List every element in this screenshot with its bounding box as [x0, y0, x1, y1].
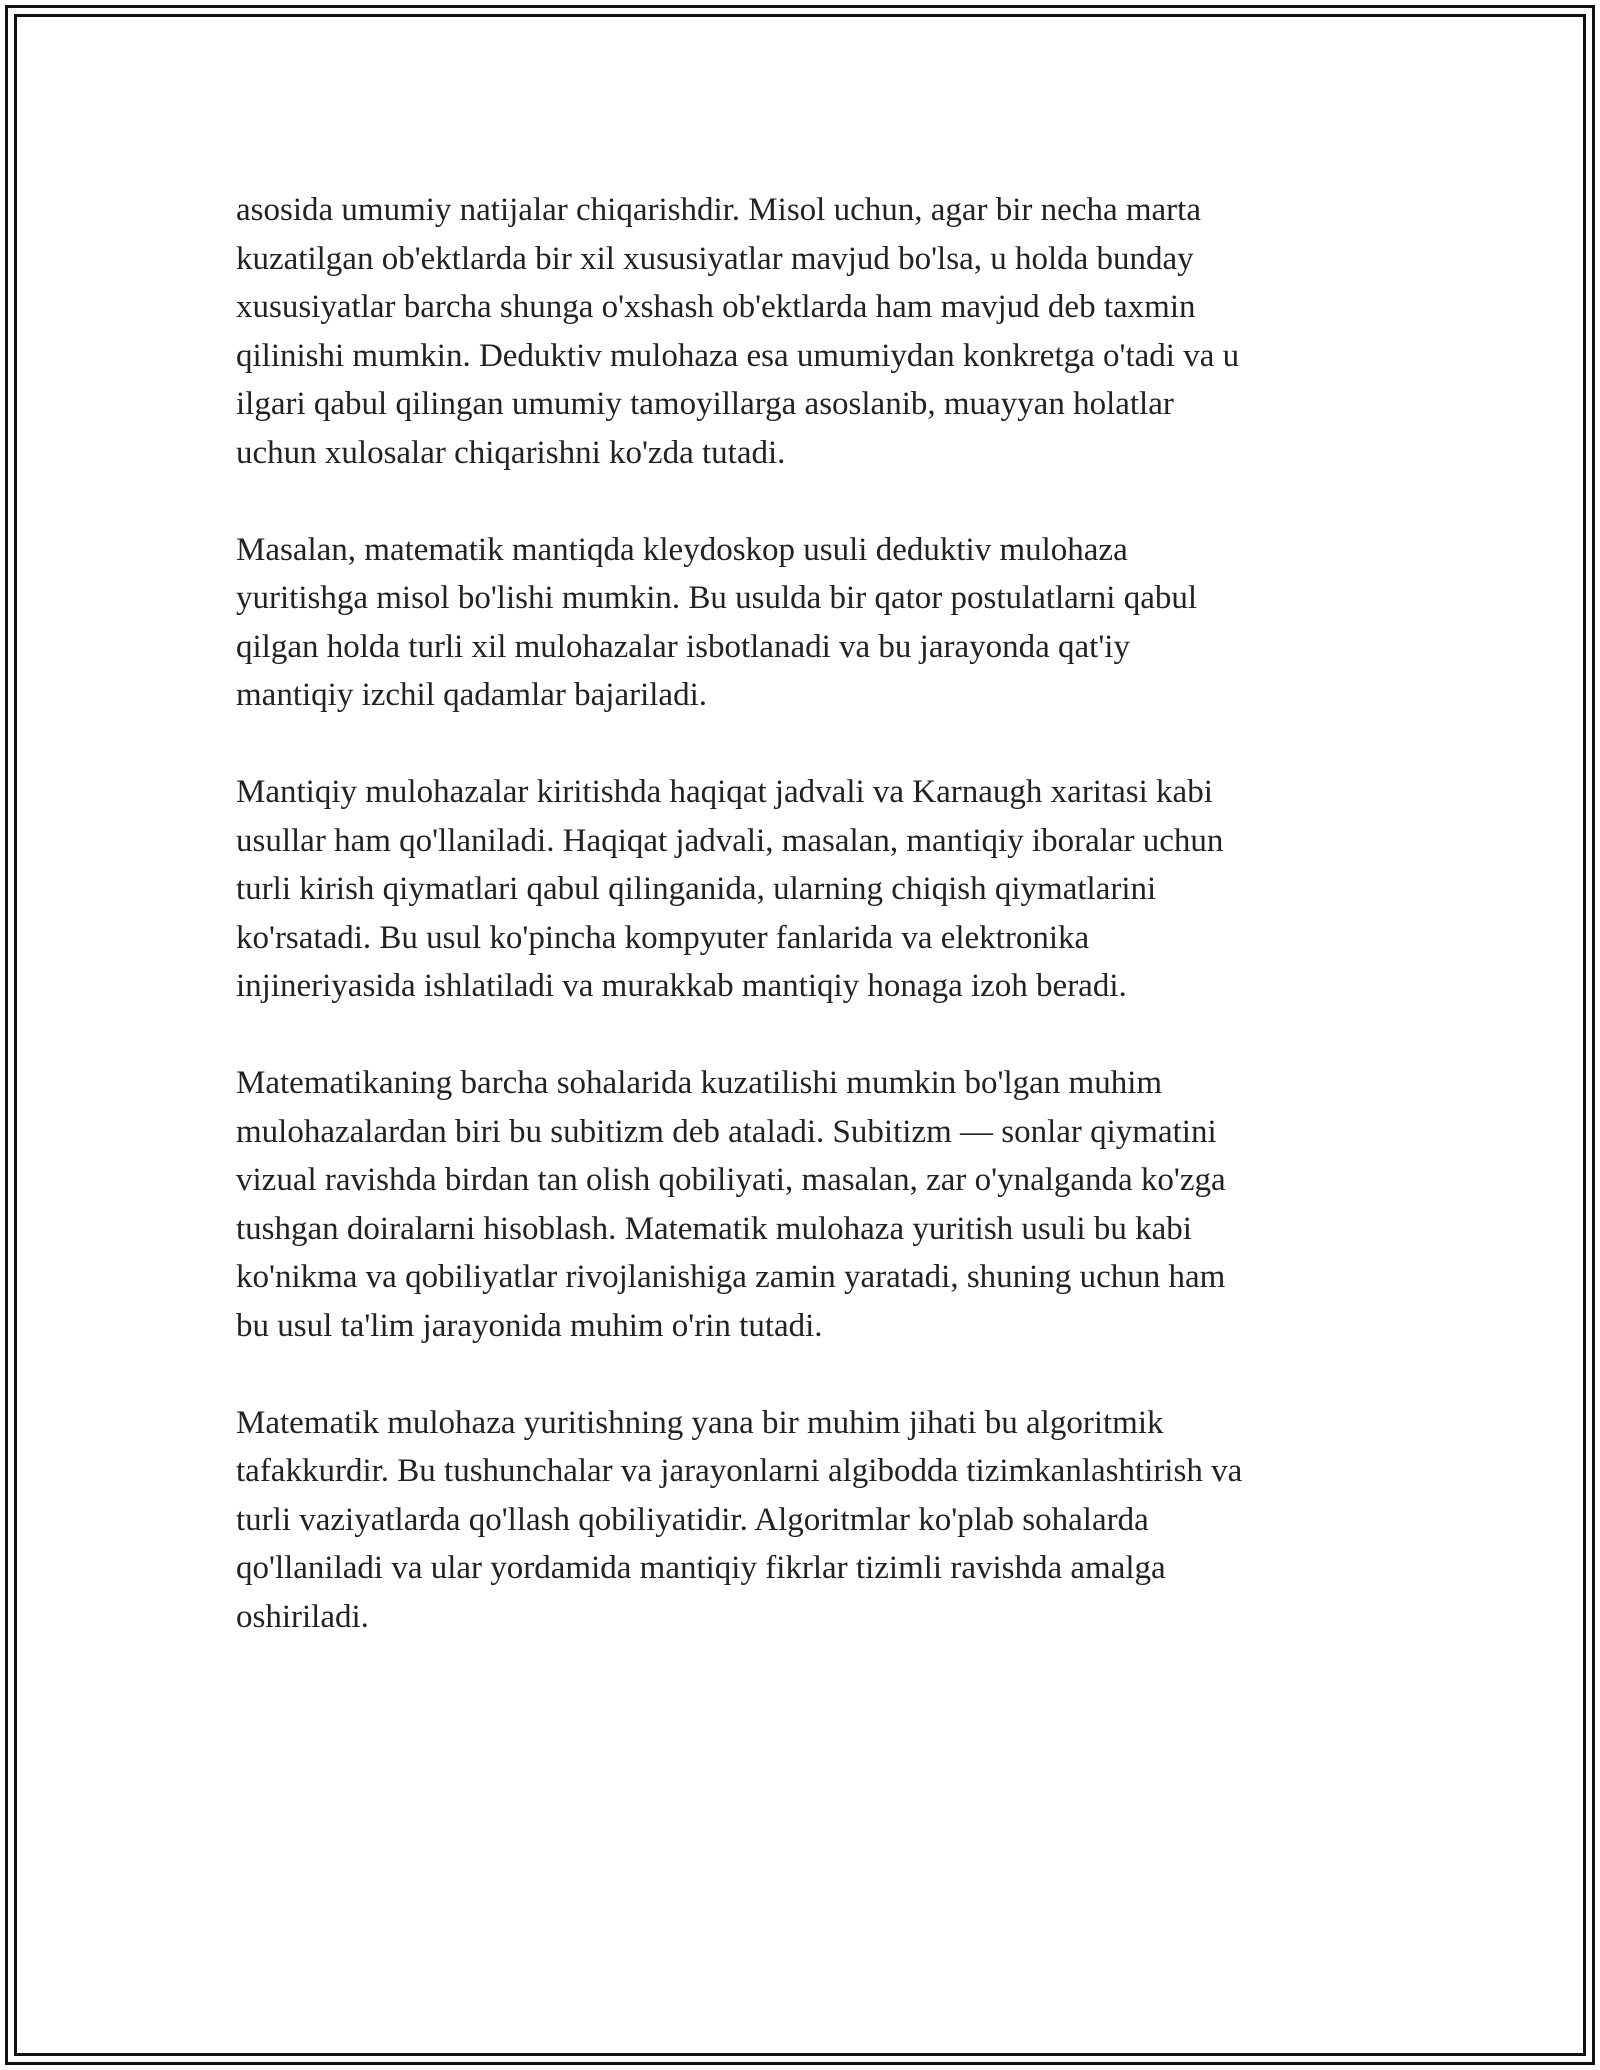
text-line: injineriyasida ishlatiladi va murakkab mantiqiy honaga izoh beradi. [236, 968, 1127, 1004]
paragraph-3 [236, 768, 1366, 1011]
text-line: mantiqiy izchil qadamlar bajariladi. [236, 677, 707, 713]
paragraph-1 [236, 186, 1366, 477]
text-line: tafakkurdir. Bu tushunchalar va jarayonlarni algibodda tizimkanlashtirish va [236, 1453, 1243, 1489]
text-line: mulohazalardan biri bu subitizm deb ataladi. Subitizm — sonlar qiymatini [236, 1113, 1217, 1150]
text-line: Matematik mulohaza yuritishning yana bir muhim jihati bu algoritmik [236, 1404, 1164, 1441]
text-line: kuzatilgan ob'ektlarda bir xil xususiyatlar mavjud bo'lsa, u holda bunday [236, 240, 1194, 277]
text-line: asosida umumiy natijalar chiqarishdir. Misol uchun, agar bir necha marta [236, 192, 1201, 228]
text-line: ko'nikma va qobiliyatlar rivojlanishiga zamin yaratadi, shuning uchun ham [236, 1259, 1226, 1295]
text-line: qilgan holda turli xil mulohazalar isbotlanadi va bu jarayonda qat'iy [236, 628, 1130, 665]
text-line: yuritishga misol bo'lishi mumkin. Bu usulda bir qator postulatlarni qabul [236, 580, 1198, 616]
text-line: ko'rsatadi. Bu usul ko'pincha kompyuter fanlarida va elektronika [236, 919, 1090, 956]
paragraph-4 [236, 1059, 1366, 1350]
paragraph-5 [236, 1399, 1366, 1642]
paragraph-2 [236, 526, 1366, 720]
text-line: tushgan doiralarni hisoblash. Matematik mulohaza yuritish usuli bu kabi [236, 1210, 1192, 1247]
text-line: Mantiqiy mulohazalar kiritishda haqiqat jadvali va Karnaugh xaritasi kabi [236, 774, 1213, 810]
text-line: turli vaziyatlarda qo'llash qobiliyatidir. Algoritmlar ko'plab sohalarda [236, 1501, 1149, 1538]
text-line: vizual ravishda birdan tan olish qobiliyati, masalan, zar o'ynalganda ko'zga [236, 1162, 1226, 1198]
text-line: oshiriladi. [236, 1598, 369, 1635]
text-line: usullar ham qo'llaniladi. Haqiqat jadvali, masalan, mantiqiy iboralar uchun [236, 822, 1224, 859]
text-line: qilinishi mumkin. Deduktiv mulohaza esa umumiydan konkretga o'tadi va u [236, 337, 1240, 374]
text-line: qo'llaniladi va ular yordamida mantiqiy fikrlar tizimli ravishda amalga [236, 1550, 1166, 1586]
text-line: Matematikaning barcha sohalarida kuzatilishi mumkin bo'lgan muhim [236, 1065, 1163, 1101]
text-line: ilgari qabul qilingan umumiy tamoyillarga asoslanib, muayyan holatlar [236, 386, 1174, 422]
text-line: Masalan, matematik mantiqda kleydoskop usuli deduktiv mulohaza [236, 531, 1128, 568]
document-body [236, 186, 1366, 1690]
text-line: uchun xulosalar chiqarishni ko'zda tutadi. [236, 434, 786, 471]
text-line: xususiyatlar barcha shunga o'xshash ob'ektlarda ham mavjud deb taxmin [236, 289, 1196, 325]
text-line: bu usul ta'lim jarayonida muhim o'rin tutadi. [236, 1307, 823, 1344]
text-line: turli kirish qiymatlari qabul qilinganida, ularning chiqish qiymatlarini [236, 871, 1157, 907]
